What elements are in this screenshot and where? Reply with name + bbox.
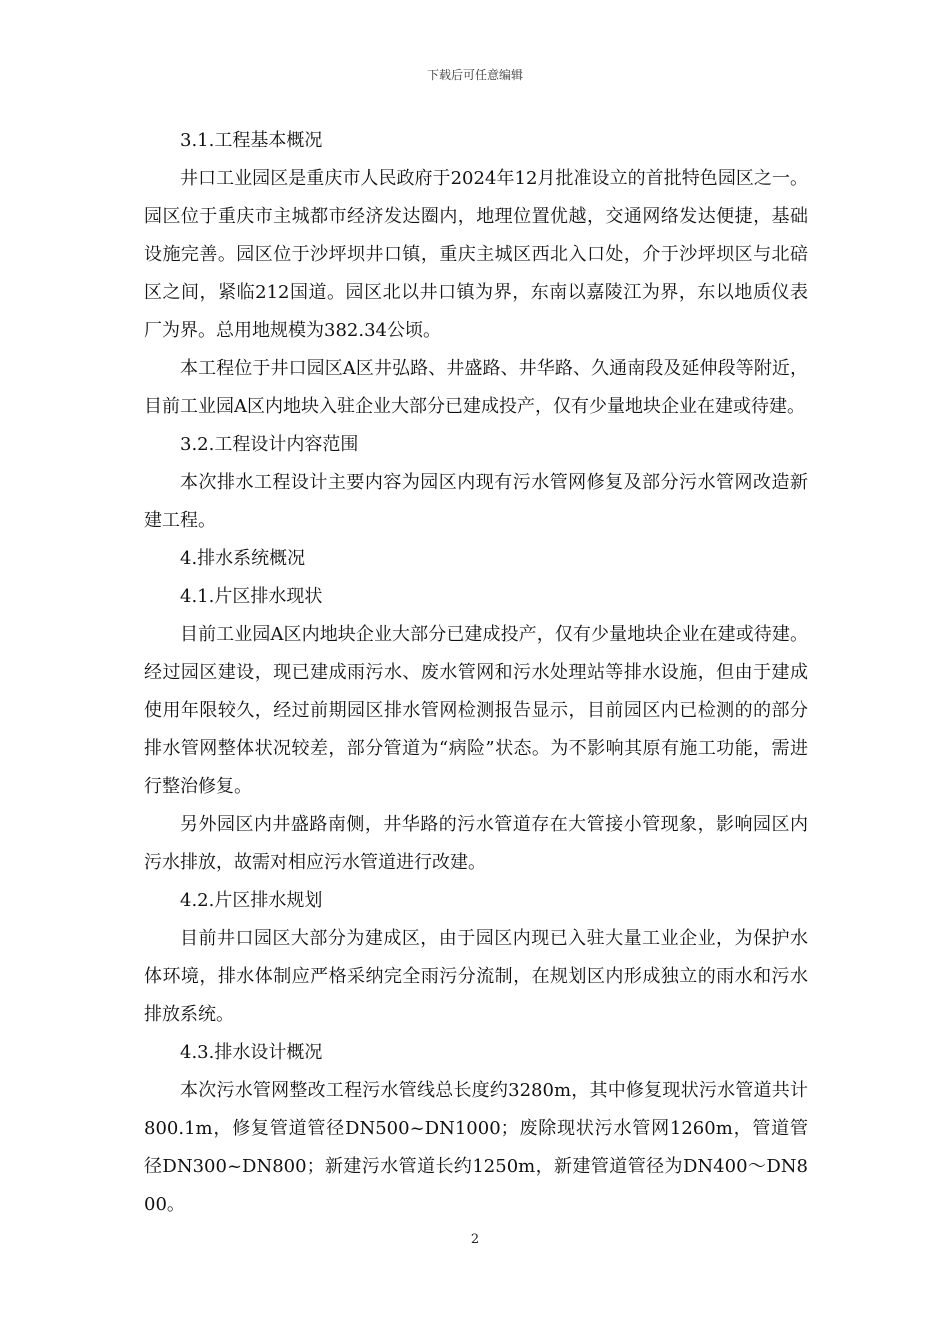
page-number: 2 bbox=[470, 1232, 480, 1247]
paragraph-design-summary: 本次污水管网整改工程污水管线总长度约3280m，其中修复现状污水管道共计800.1m，修复管道管径DN500~DN1000；废除现状污水管网1260m，管道管径DN300~DN800；新建污水管道长约1250m，新建管道管径为DN400～DN800。 bbox=[144, 1080, 808, 1215]
paragraph-pipe-rebuild: 另外园区内井盛路南侧，井华路的污水管道存在大管接小管现象，影响园区内污水排放，故需对相应污水管道进行改建。 bbox=[144, 814, 808, 873]
paragraph-project-overview: 井口工业园区是重庆市人民政府于2024年12月批准设立的首批特色园区之一。园区位于重庆市主城都市经济发达圈内，地理位置优越，交通网络发达便捷，基础设施完善。园区位于沙坪坝井口镇，重庆主城区西北入口处，介于沙坪坝区与北碚区之间，紧临212国道。园区北以井口镇为界，东南以嘉陵江为界，东以地质仪表厂为界。总用地规模为382.34公顷。 bbox=[144, 168, 808, 341]
paragraph-project-location: 本工程位于井口园区A区井弘路、井盛路、井华路、久通南段及延伸段等附近，目前工业园A区内地块入驻企业大部分已建成投产，仅有少量地块企业在建或待建。 bbox=[144, 358, 808, 417]
section-heading-4: 4.排水系统概况 bbox=[180, 548, 306, 569]
document-body bbox=[144, 122, 808, 1224]
header-note: 下载后可任意编辑 bbox=[426, 68, 523, 82]
paragraph-drainage-plan: 目前井口园区大部分为建成区，由于园区内现已入驻大量工业企业，为保护水体环境，排水体制应严格采纳完全雨污分流制，在规划区内形成独立的雨水和污水排放系统。 bbox=[144, 928, 808, 1025]
section-heading-3-2: 3.2.工程设计内容范围 bbox=[180, 434, 359, 455]
section-heading-3-1: 3.1.工程基本概况 bbox=[180, 130, 323, 151]
section-heading-4-3: 4.3.排水设计概况 bbox=[180, 1042, 323, 1063]
section-heading-4-2: 4.2.片区排水规划 bbox=[180, 890, 323, 911]
section-heading-4-1: 4.1.片区排水现状 bbox=[180, 586, 323, 607]
paragraph-drainage-status: 目前工业园A区内地块企业大部分已建成投产，仅有少量地块企业在建或待建。经过园区建设，现已建成雨污水、废水管网和污水处理站等排水设施，但由于建成使用年限较久，经过前期园区排水管网检测报告显示，目前园区内已检测的的部分排水管网整体状况较差，部分管道为“病险”状态。为不影响其原有施工功能，需进行整治修复。 bbox=[144, 624, 808, 797]
paragraph-design-scope: 本次排水工程设计主要内容为园区内现有污水管网修复及部分污水管网改造新建工程。 bbox=[144, 472, 808, 531]
